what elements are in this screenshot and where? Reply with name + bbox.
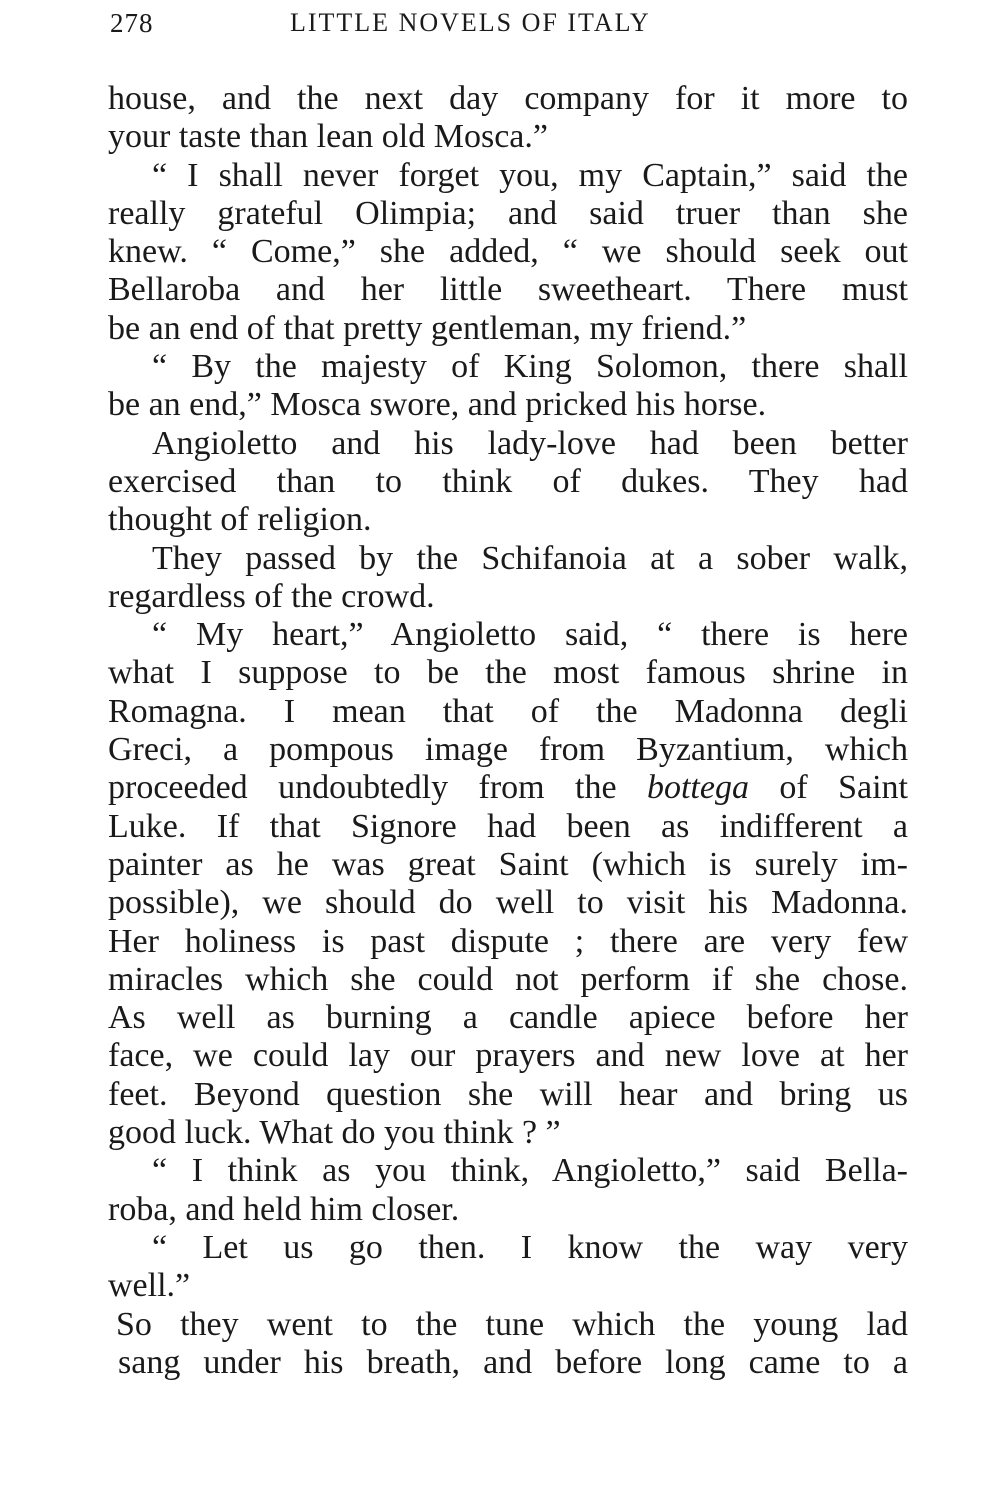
text-line: face, we could lay our prayers and new love at her: [108, 1037, 908, 1075]
text-line: really grateful Olimpia; and said truer than she: [108, 194, 908, 232]
text-line: miracles which she could not perform if she chose.: [108, 960, 908, 998]
text-line: Her holiness is past dispute ; there are very few: [108, 922, 908, 960]
text-line: “ I think as you think, Angioletto,” said Bella-: [152, 1152, 908, 1190]
text-line: well.”: [108, 1267, 191, 1305]
italic-word: bottega: [646, 769, 749, 807]
text-line: “ My heart,” Angioletto said, “ there is here: [152, 616, 908, 654]
text-line: exercised than to think of dukes. They had: [108, 462, 908, 500]
text-line: possible), we should do well to visit his Madonna.: [108, 884, 908, 922]
text-line: painter as he was great Saint (which is surely im-: [108, 845, 908, 883]
text-line: house, and the next day company for it more to: [108, 80, 908, 117]
text-line: Bellaroba and her little sweetheart. There must: [108, 271, 908, 309]
text-line: Luke. If that Signore had been as indifferent a: [108, 807, 908, 845]
text-line: Romagna. I mean that of the Madonna degli: [108, 692, 908, 730]
text-segment: proceeded undoubtedly from the: [108, 769, 617, 807]
text-line: regardless of the crowd.: [108, 577, 435, 615]
text-line: roba, and held him closer.: [108, 1190, 460, 1228]
text-line: be an end,” Mosca swore, and pricked his horse.: [108, 386, 767, 424]
running-title: LITTLE NOVELS OF ITALY: [290, 8, 651, 37]
text-line: knew. “ Come,” she added, “ we should seek out: [108, 233, 908, 271]
text-line: good luck. What do you think ? ”: [108, 1114, 561, 1152]
running-head: [110, 8, 910, 48]
body-text: [108, 80, 908, 1382]
text-segment: of Saint: [779, 769, 909, 807]
text-line: thought of religion.: [108, 501, 372, 539]
text-line-with-italic: [108, 769, 908, 807]
page-number: 278: [110, 8, 154, 38]
text-line: be an end of that pretty gentleman, my friend.”: [108, 309, 747, 347]
text-line: As well as burning a candle apiece before her: [108, 999, 908, 1037]
text-line: “ By the majesty of King Solomon, there shall: [152, 348, 908, 386]
text-line: feet. Beyond question she will hear and bring us: [108, 1075, 908, 1113]
text-line: So they went to the tune which the young lad: [116, 1305, 908, 1343]
text-line: They passed by the Schifanoia at a sober walk,: [152, 539, 908, 577]
text-line: sang under his breath, and before long came to a: [118, 1343, 908, 1381]
text-line: Greci, a pompous image from Byzantium, which: [108, 731, 908, 769]
text-line: what I suppose to be the most famous shrine in: [108, 654, 908, 692]
text-line: “ I shall never forget you, my Captain,” said the: [152, 156, 908, 194]
text-line: Angioletto and his lady-love had been better: [152, 424, 908, 462]
text-line: your taste than lean old Mosca.”: [108, 118, 548, 156]
text-line: “ Let us go then. I know the way very: [152, 1228, 908, 1266]
